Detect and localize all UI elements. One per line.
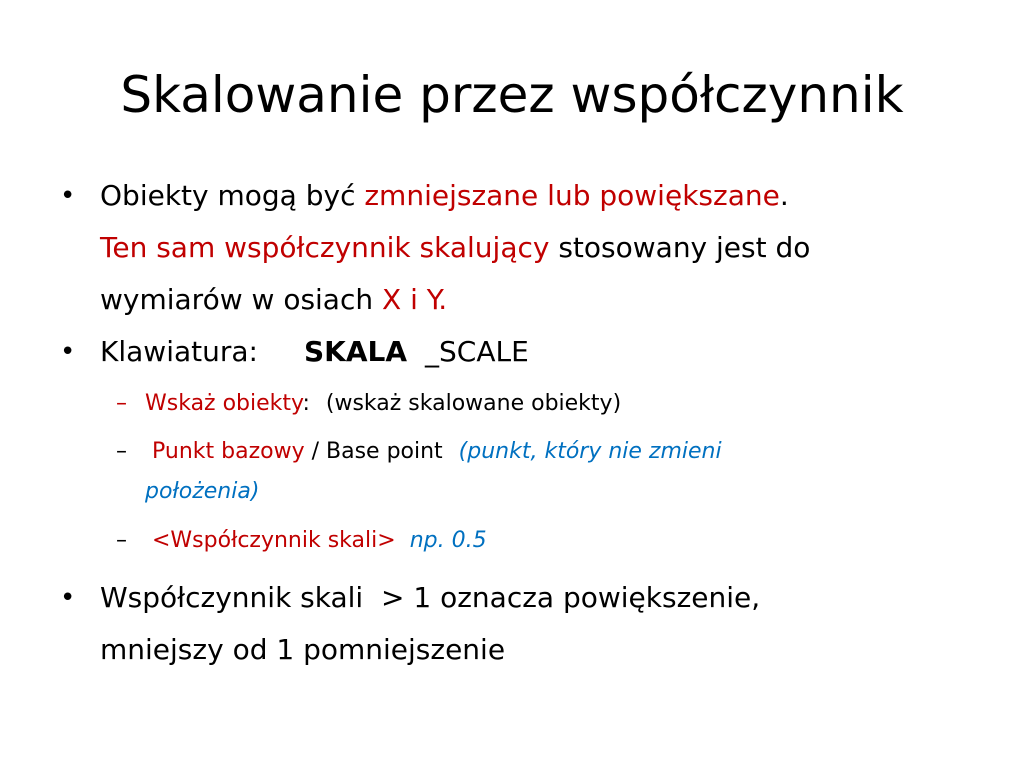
slide-title: Skalowanie przez współczynnik bbox=[120, 66, 904, 124]
prompt-description: (wskaż skalowane obiekty) bbox=[325, 391, 622, 416]
command-name: SKALA bbox=[303, 335, 408, 368]
bullet-text: Obiekty mogą być bbox=[100, 179, 365, 212]
bullet-text: stosowany jest do bbox=[549, 231, 811, 264]
prompt-description: (punkt, który nie zmieni bbox=[458, 439, 722, 464]
dash-icon: – bbox=[116, 439, 127, 464]
highlight-text: Ten sam współczynnik skalujący bbox=[100, 231, 550, 264]
highlight-text: X i Y. bbox=[382, 283, 448, 316]
sub-item-select-objects bbox=[0, 384, 1024, 424]
bullet-line: Współczynnik skali > 1 oznacza powiększenie, bbox=[100, 581, 761, 614]
bullet-scale-factor-meaning bbox=[0, 572, 1024, 676]
sub-item-base-point bbox=[0, 432, 1024, 512]
colon-text: : bbox=[302, 391, 310, 416]
bullet-objects bbox=[0, 170, 1024, 330]
prompt-description: położenia) bbox=[145, 479, 260, 504]
bullet-dot-icon: • bbox=[60, 337, 76, 367]
bullet-dot-icon: • bbox=[60, 181, 76, 211]
separator-text: / bbox=[304, 439, 326, 464]
prompt-text: Wskaż obiekty bbox=[145, 391, 303, 416]
bullet-text: wymiarów w osiach bbox=[100, 283, 383, 316]
highlight-text: zmniejszane lub powiększane bbox=[364, 179, 780, 212]
sub-item-scale-factor bbox=[0, 521, 1024, 561]
bullet-line: mniejszy od 1 pomniejszenie bbox=[100, 633, 506, 666]
command-english: _SCALE bbox=[425, 335, 529, 368]
prompt-english: Base point bbox=[326, 439, 443, 464]
prompt-text: Punkt bazowy bbox=[152, 439, 305, 464]
bullet-line bbox=[100, 170, 960, 222]
bullet-dot-icon: • bbox=[60, 583, 76, 613]
bullet-text: . bbox=[779, 179, 789, 212]
bullet-keyboard bbox=[0, 326, 1024, 378]
example-text: np. 0.5 bbox=[409, 528, 487, 553]
dash-icon: – bbox=[116, 391, 127, 416]
bullet-line bbox=[100, 222, 960, 274]
prompt-text: <Współczynnik skali> bbox=[152, 528, 396, 553]
dash-icon: – bbox=[116, 528, 127, 553]
keyboard-label: Klawiatura: bbox=[100, 335, 258, 368]
bullet-line bbox=[100, 274, 960, 326]
